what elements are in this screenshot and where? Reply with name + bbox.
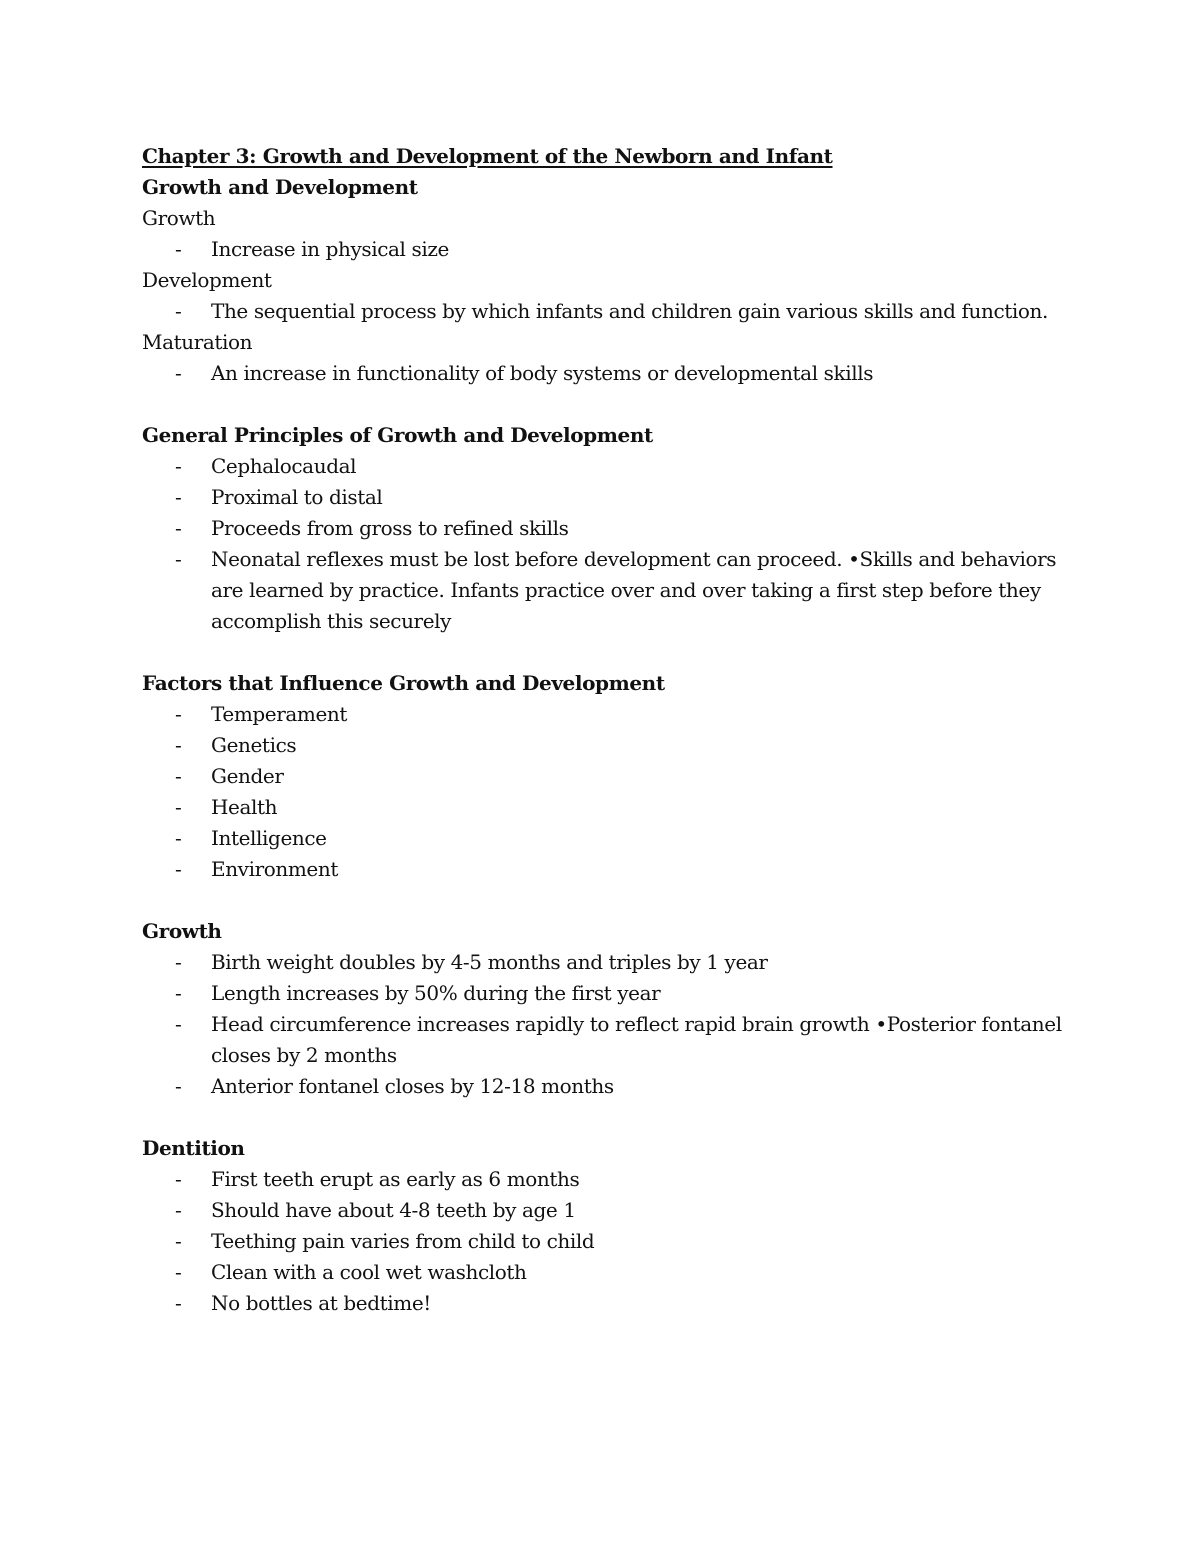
list-item-text: Neonatal reflexes must be lost before development can proceed. •Skills and behaviors are learned by practice. Infants practice over and over taking a first step before they accomplish this securely [211,547,1057,633]
list-item-text: Intelligence [211,826,327,850]
list-item [142,978,1072,1009]
list-item [142,513,1072,544]
list-item [142,234,1072,265]
dash-bullet: - [175,361,182,385]
list-item [142,730,1072,761]
list-item [142,1226,1072,1257]
list-item-text: Gender [211,764,284,788]
dash-bullet: - [175,516,182,540]
dash-bullet: - [175,1074,182,1098]
list-item [142,761,1072,792]
dash-bullet: - [175,299,182,323]
list-item [142,1164,1072,1195]
list-item-text: Teething pain varies from child to child [211,1229,595,1253]
list-item-text: First teeth erupt as early as 6 months [211,1167,580,1191]
blank-line [142,1102,1072,1133]
list-item-text: Anterior fontanel closes by 12-18 months [211,1074,614,1098]
list-item [142,1195,1072,1226]
dash-bullet: - [175,981,182,1005]
dash-bullet: - [175,1198,182,1222]
dash-bullet: - [175,454,182,478]
list-item-text: Birth weight doubles by 4-5 months and triples by 1 year [211,950,768,974]
blank-line [142,637,1072,668]
dash-bullet: - [175,1167,182,1191]
section-heading-general-principles: General Principles of Growth and Development [142,423,653,447]
term-maturation-list [142,358,1072,389]
list-item-text: Environment [211,857,338,881]
term-growth-list [142,234,1072,265]
dash-bullet: - [175,1229,182,1253]
dash-bullet: - [175,950,182,974]
document-title: Chapter 3: Growth and Development of the Newborn and Infant [142,144,833,168]
list-item [142,1009,1072,1071]
dash-bullet: - [175,485,182,509]
document-body [142,141,1072,1319]
list-item [142,358,1072,389]
list-item-text: Cephalocaudal [211,454,357,478]
term-development-list [142,296,1072,327]
list-item-text: Proceeds from gross to refined skills [211,516,569,540]
list-item-text: No bottles at bedtime! [211,1291,431,1315]
list-item-text: Health [211,795,278,819]
dash-bullet: - [175,1260,182,1284]
dash-bullet: - [175,1291,182,1315]
list-item [142,544,1072,637]
list-item-text: Length increases by 50% during the first year [211,981,661,1005]
list-item [142,854,1072,885]
list-item-text: Proximal to distal [211,485,383,509]
list-item [142,1288,1072,1319]
dash-bullet: - [175,764,182,788]
list-item [142,792,1072,823]
dash-bullet: - [175,237,182,261]
dash-bullet: - [175,826,182,850]
list-item-text: Clean with a cool wet washcloth [211,1260,527,1284]
dash-bullet: - [175,547,182,571]
dash-bullet: - [175,795,182,819]
list-item [142,823,1072,854]
dash-bullet: - [175,702,182,726]
dentition-list [142,1164,1072,1319]
blank-line [142,885,1072,916]
term-development: Development [142,268,272,292]
term-maturation: Maturation [142,330,253,354]
list-item-text: Increase in physical size [211,237,449,261]
dash-bullet: - [175,857,182,881]
section-heading-growth: Growth [142,919,222,943]
list-item [142,296,1072,327]
growth-list [142,947,1072,1102]
dash-bullet: - [175,733,182,757]
blank-line [142,389,1072,420]
list-item [142,482,1072,513]
list-item-text: Temperament [211,702,348,726]
general-principles-list [142,451,1072,637]
section-heading-factors: Factors that Influence Growth and Development [142,671,665,695]
list-item-text: Head circumference increases rapidly to reflect rapid brain growth •Posterior fontanel closes by 2 months [211,1012,1062,1067]
list-item-text: An increase in functionality of body systems or developmental skills [211,361,874,385]
list-item [142,451,1072,482]
factors-list [142,699,1072,885]
list-item-text: The sequential process by which infants and children gain various skills and function. [211,299,1048,323]
section-heading-dentition: Dentition [142,1136,245,1160]
term-growth: Growth [142,206,216,230]
list-item [142,1257,1072,1288]
list-item-text: Should have about 4-8 teeth by age 1 [211,1198,576,1222]
list-item [142,1071,1072,1102]
dash-bullet: - [175,1012,182,1036]
list-item [142,947,1072,978]
section-heading-growth-and-development: Growth and Development [142,175,418,199]
list-item-text: Genetics [211,733,297,757]
list-item [142,699,1072,730]
